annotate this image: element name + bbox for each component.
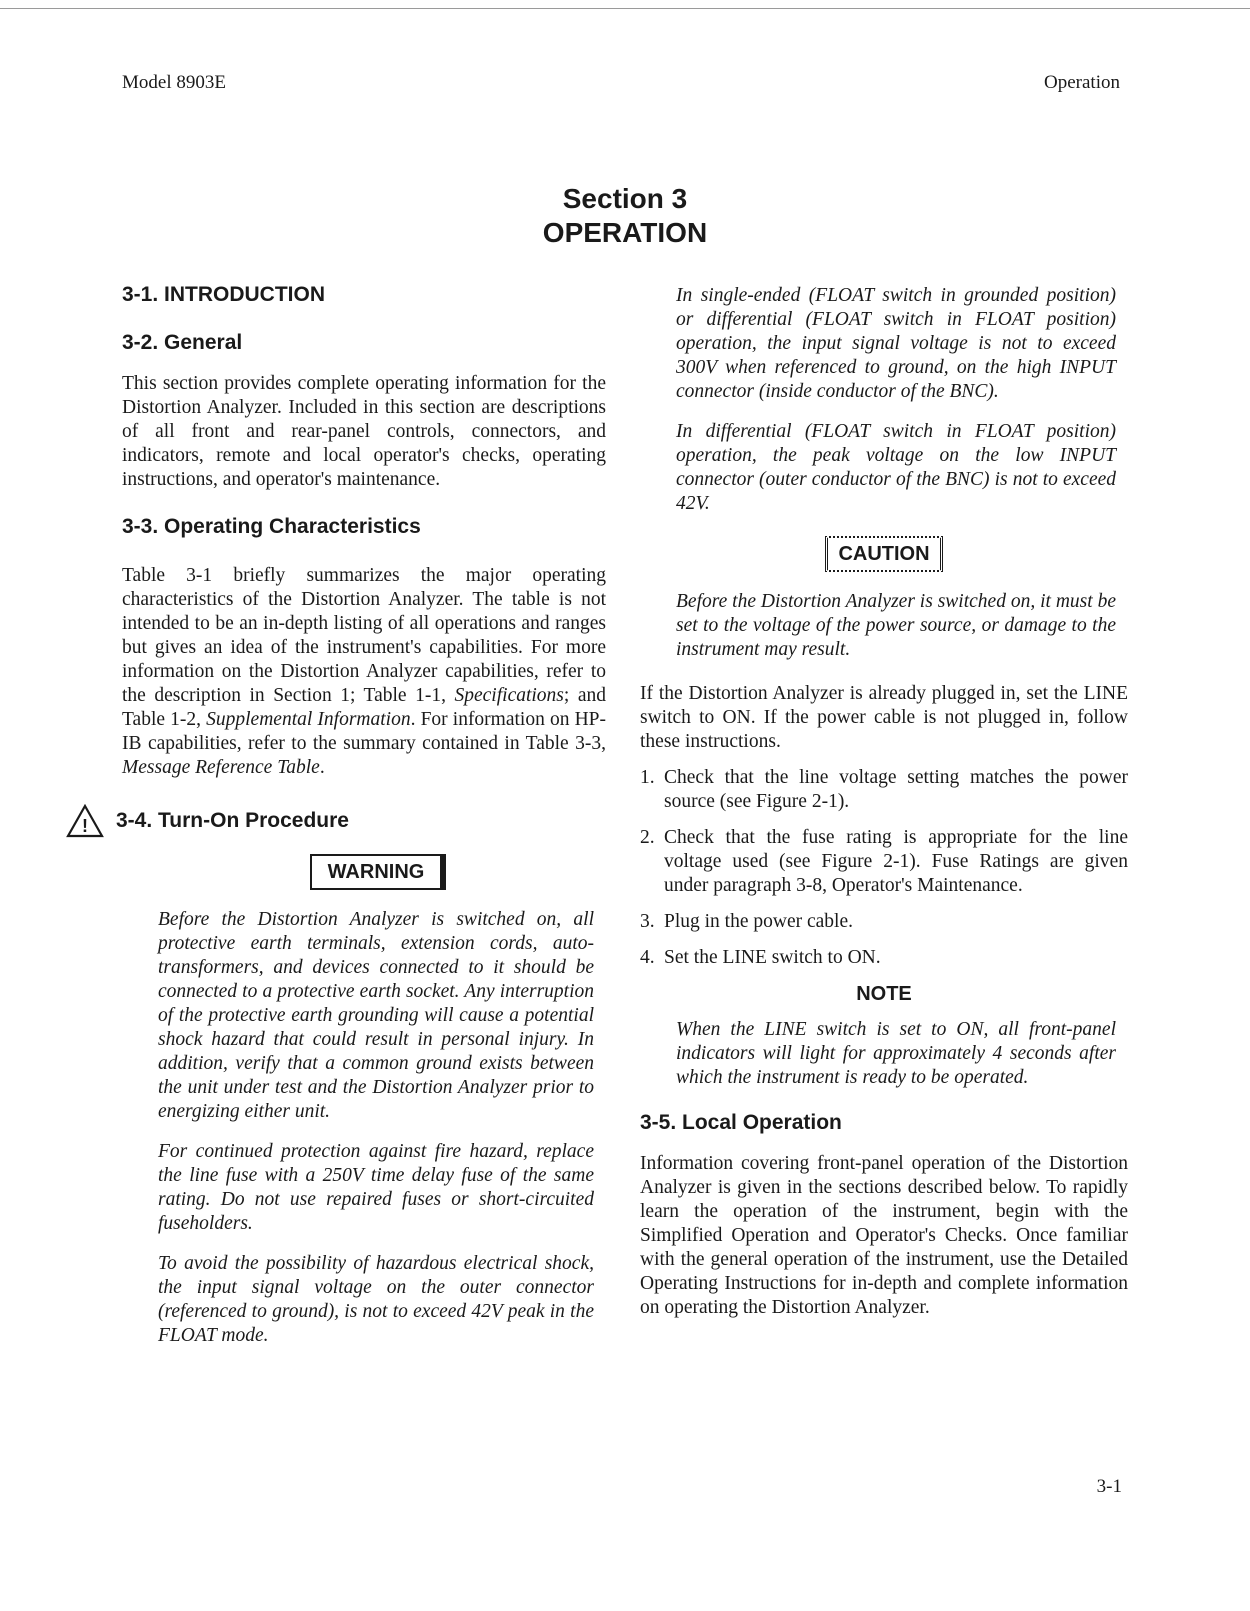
- opchar-supplemental-ref: Supplemental Information: [206, 709, 411, 730]
- heading-introduction: 3-1. INTRODUCTION: [122, 283, 326, 306]
- page-number: 3-1: [1096, 1476, 1122, 1497]
- list-item: [640, 826, 1128, 898]
- step-text: Set the LINE switch to ON.: [664, 947, 881, 968]
- heading-general: 3-2. General: [122, 331, 243, 354]
- warning-paragraph-grounding: Before the Distortion Analyzer is switched on, all protective earth terminals, extension cords, auto-transformers, and devices connected to it should be connected to a protective earth socket. Any interruption of the protective earth grounding will cause a potential shock hazard that could result in personal injury. In addition, verify that a common ground exists between the unit under test and the Distortion Analyzer prior to energizing either unit.: [158, 909, 594, 1122]
- step-number: 3.: [640, 911, 655, 932]
- warning-paragraph-shock: To avoid the possibility of hazardous electrical shock, the input signal voltage on the outer connector (referenced to ground), is not to exceed 42V peak in the FLOAT mode.: [158, 1253, 594, 1346]
- top-rule: [0, 8, 1250, 9]
- general-paragraph: This section provides complete operating information for the Distortion Analyzer. Included in this section are descriptions of all front and rear-panel controls, connectors, and indicators, remote and local operator's checks, operating instructions, and operator's maintenance.: [122, 373, 606, 490]
- heading-turn-on-procedure: [66, 804, 606, 838]
- list-item: [640, 910, 1128, 934]
- caution-paragraph: Before the Distortion Analyzer is switched on, it must be set to the voltage of the power source, or damage to the instrument may result.: [676, 591, 1116, 660]
- warning-label-wrap: [122, 854, 606, 890]
- operating-characteristics-paragraph: [122, 564, 606, 780]
- opchar-text-1: Table 3-1 briefly summarizes the major operating characteristics of the Distortion Analyzer. The table is not intended to be an in-depth listing of all operations and ranges but gives an idea of the instrument's capabilities. For more information on the Distortion Analyzer capabilities, refer to the description in Section 1; Table 1-1,: [122, 565, 606, 706]
- float-paragraph-single-ended: In single-ended (FLOAT switch in grounded position) or differential (FLOAT switch in FLOAT position) operation, the input signal voltage is not to exceed 300V when referenced to ground, on the high INPUT connector (inside conductor of the BNC).: [676, 285, 1116, 402]
- note-paragraph: When the LINE switch is set to ON, all front-panel indicators will light for approximately 4 seconds after which the instrument is ready to be operated.: [676, 1019, 1116, 1088]
- local-operation-paragraph: Information covering front-panel operation of the Distortion Analyzer is given in the sections described below. To rapidly learn the operation of the instrument, begin with the Simplified Operation and Operator's Checks. Once familiar with the general operation of the instrument, use the Detailed Operating Instructions for in-depth and complete information on operating the Distortion Analyzer.: [640, 1153, 1128, 1318]
- note-label: NOTE: [856, 983, 912, 1005]
- left-column: [82, 280, 607, 1348]
- step-number: 2.: [640, 827, 655, 848]
- step-number: 4.: [640, 947, 655, 968]
- plugged-in-paragraph: If the Distortion Analyzer is already plugged in, set the LINE switch to ON. If the power cable is not plugged in, follow these instructions.: [640, 683, 1128, 752]
- list-item: [640, 766, 1128, 814]
- opchar-specifications-ref: Specifications: [454, 685, 564, 706]
- turn-on-heading-text: 3-4. Turn-On Procedure: [116, 809, 349, 832]
- list-item: [640, 946, 1128, 970]
- turn-on-steps-list: [640, 766, 1128, 970]
- warning-label: WARNING: [310, 854, 447, 890]
- step-number: 1.: [640, 767, 655, 788]
- opchar-text-2: ; and Table 1-2,: [122, 685, 607, 730]
- section-title-line1: Section 3: [562, 183, 688, 214]
- heading-operating-characteristics: 3-3. Operating Characteristics: [122, 515, 421, 538]
- warning-paragraph-fuse: For continued protection against fire hazard, replace the line fuse with a 250V time delay fuse of the same rating. Do not use repaired fuses or short-circuited fuseholders.: [158, 1141, 594, 1234]
- step-text: Check that the fuse rating is appropriate for the line voltage used (see Figure 2-1). Fuse Ratings are given under paragraph 3-8, Operator's Maintenance.: [664, 827, 1128, 896]
- svg-text:!: !: [82, 816, 88, 836]
- opchar-text-3: . For information on HP-IB capabilities, refer to the summary contained in Table 3-3,: [122, 709, 606, 754]
- caution-label: CAUTION: [825, 536, 942, 572]
- section-title: [0, 182, 1250, 250]
- float-paragraph-differential: In differential (FLOAT switch in FLOAT position) operation, the peak voltage on the low INPUT connector (outer conductor of the BNC) is not to exceed 42V.: [676, 421, 1116, 514]
- right-column: [640, 280, 1128, 1320]
- opchar-text-4: .: [319, 757, 325, 778]
- step-text: Plug in the power cable.: [664, 911, 853, 932]
- header-section-name: Operation: [1044, 72, 1120, 93]
- header-model: Model 8903E: [122, 72, 226, 93]
- step-text: Check that the line voltage setting matches the power source (see Figure 2-1).: [664, 767, 1128, 812]
- heading-local-operation: 3-5. Local Operation: [640, 1111, 842, 1134]
- warning-triangle-icon: [66, 804, 104, 838]
- section-title-line2: OPERATION: [542, 217, 708, 248]
- opchar-message-reference-ref: Message Reference Table: [122, 757, 320, 778]
- caution-label-wrap: [640, 536, 1128, 572]
